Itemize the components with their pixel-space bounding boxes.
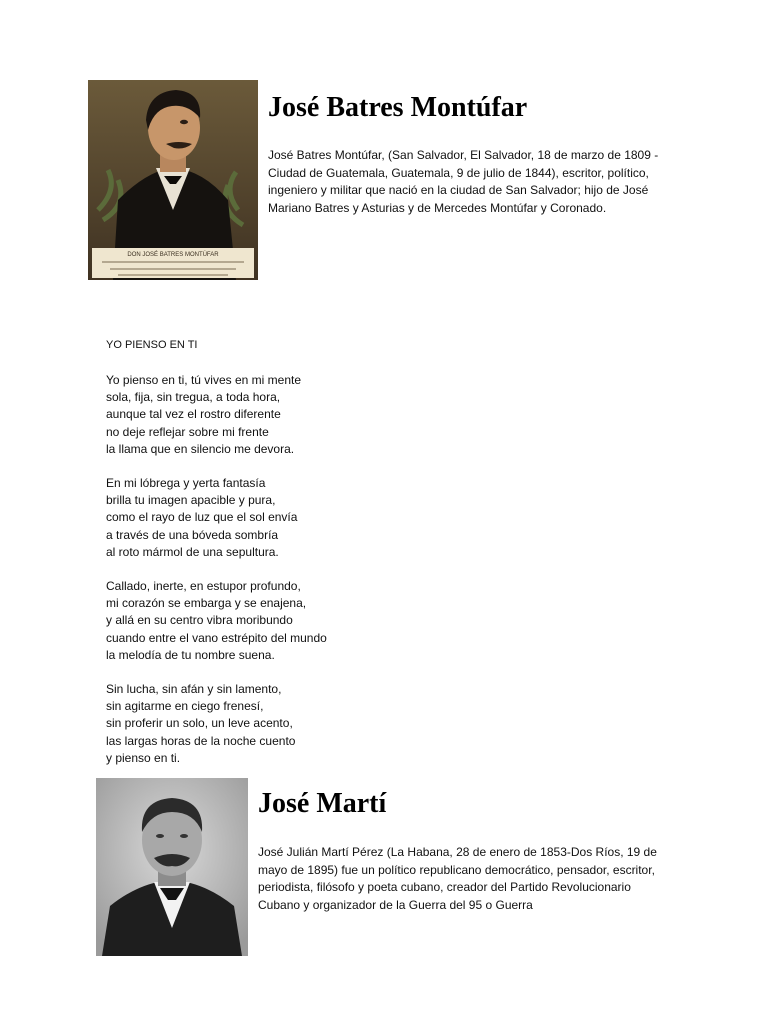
verse: mi corazón se embarga y se enajena, — [106, 596, 307, 611]
stanza — [106, 372, 426, 458]
poem-body — [106, 372, 426, 784]
batres-bio: José Batres Montúfar, (San Salvador, El Salvador, 18 de marzo de 1809 - Ciudad de Guatemala, Guatemala, 9 de julio de 1844), escritor, político, ingeniero y militar que nació en la ciudad de San Salvador; hijo de José Mariano Batres y Asturias y de Mercedes Montúfar y Coronado. — [268, 148, 659, 215]
verse: Yo pienso en ti, tú vives en mi mente — [106, 373, 301, 387]
verse: aunque tal vez el rostro diferente — [106, 407, 281, 422]
verse: sin agitarme en ciego frenesí, — [106, 699, 264, 714]
stanza — [106, 578, 426, 664]
verse: Sin lucha, sin afán y sin lamento, — [106, 682, 282, 697]
verse: brilla tu imagen apacible y pura, — [106, 493, 276, 508]
stanza — [106, 681, 426, 767]
verse: sola, fija, sin tregua, a toda hora, — [106, 390, 281, 405]
batres-portrait — [88, 80, 258, 280]
verse: las largas horas de la noche cuento — [106, 733, 296, 748]
verse: Callado, inerte, en estupor profundo, — [106, 579, 301, 594]
batres-title: José Batres Montúfar — [268, 92, 528, 123]
verse: como el rayo de luz que el sol envía — [106, 510, 298, 525]
verse: a través de una bóveda sombría — [106, 527, 279, 542]
verse: y allá en su centro vibra moribundo — [106, 613, 293, 628]
portrait-engraving-icon — [88, 80, 258, 280]
portrait-photograph-icon — [96, 778, 248, 956]
verse: la melodía de tu nombre suena. — [106, 647, 275, 662]
portrait-caption: DON JOSÉ BATRES MONTÚFAR — [127, 252, 219, 258]
marti-title: José Martí — [258, 788, 387, 819]
stanza — [106, 475, 426, 561]
marti-bio: José Julián Martí Pérez (La Habana, 28 de enero de 1853-Dos Ríos, 19 de mayo de 1895) fue un político republicano democrático, pensador, escritor, periodista, filósofo y poeta cubano, creador del Partido Revolucionario Cubano y organizador de la Guerra del 95 o Guerra — [258, 845, 657, 912]
verse: sin proferir un solo, un leve acento, — [106, 716, 293, 731]
verse: al roto mármol de una sepultura. — [106, 544, 279, 559]
poem-title: YO PIENSO EN TI — [106, 339, 198, 351]
verse: la llama que en silencio me devora. — [106, 441, 295, 456]
verse: En mi lóbrega y yerta fantasía — [106, 476, 266, 491]
verse: cuando entre el vano estrépito del mundo — [106, 630, 327, 645]
marti-portrait — [96, 778, 248, 956]
verse: y pienso en ti. — [106, 750, 181, 765]
verse: no deje reflejar sobre mi frente — [106, 424, 269, 439]
